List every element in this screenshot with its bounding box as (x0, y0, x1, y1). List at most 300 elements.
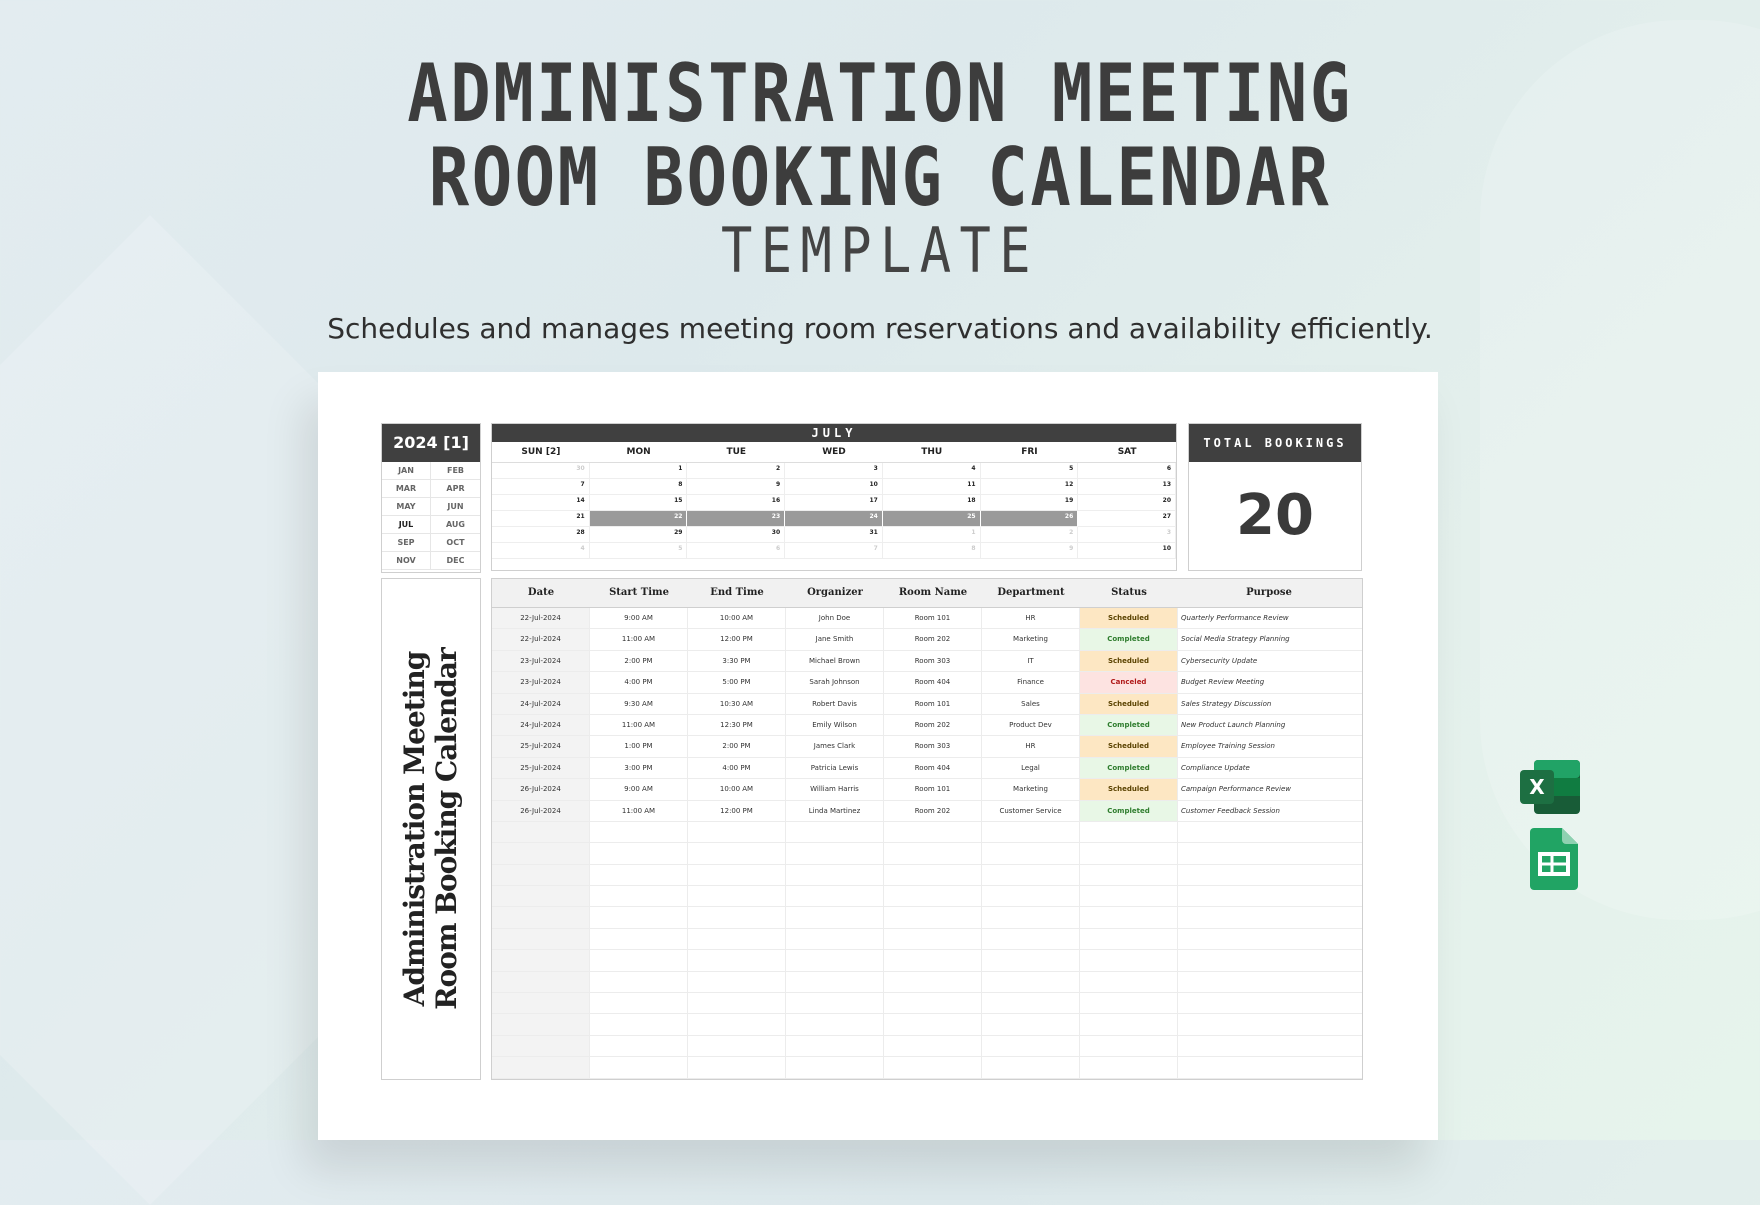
weekday-label: MON (626, 447, 651, 457)
table-cell (982, 843, 1080, 863)
table-cell: Canceled (1080, 672, 1178, 692)
table-cell (688, 822, 786, 842)
table-cell (982, 865, 1080, 885)
calendar-day[interactable]: 17 (785, 495, 883, 511)
calendar-day[interactable]: 19 (981, 495, 1079, 511)
table-cell: 5:00 PM (688, 672, 786, 692)
table-cell (1080, 907, 1178, 927)
table-cell (1178, 1014, 1360, 1034)
table-cell: Scheduled (1080, 694, 1178, 714)
table-cell (1178, 865, 1360, 885)
table-cell: Sales Strategy Discussion (1181, 699, 1272, 708)
table-cell (982, 1079, 1080, 1080)
table-cell: 24-Jul-2024 (492, 694, 590, 714)
table-cell (884, 1057, 982, 1077)
table-cell: Quarterly Performance Review (1181, 614, 1289, 622)
table-cell (1178, 1079, 1360, 1080)
calendar-day[interactable]: 7 (492, 479, 590, 495)
table-cell: Social Media Strategy Planning (1181, 635, 1290, 644)
table-cell: 23-Jul-2024 (492, 651, 590, 671)
calendar-day[interactable]: 25 (883, 511, 981, 527)
table-cell (884, 1079, 982, 1080)
table-row[interactable] (492, 629, 1362, 650)
table-cell: Cybersecurity Update (1181, 656, 1258, 665)
table-cell (688, 1057, 786, 1077)
table-cell: 12:30 PM (688, 715, 786, 735)
table-cell (982, 886, 1080, 906)
table-cell (590, 822, 688, 842)
table-cell: 11:00 AM (590, 629, 688, 649)
spreadsheet-preview (318, 372, 1438, 1140)
table-cell: Room 303 (884, 736, 982, 756)
empty-table-row[interactable] (492, 972, 1362, 993)
table-cell: 4:00 PM (688, 758, 786, 778)
column-header[interactable]: Start Time (609, 587, 669, 598)
table-cell (590, 950, 688, 970)
table-row[interactable] (492, 608, 1362, 629)
table-cell (492, 1014, 590, 1034)
table-cell (1178, 929, 1360, 949)
table-cell (982, 993, 1080, 1013)
title-line-3: TEMPLATE (720, 214, 1040, 287)
table-cell: 11:00 AM (590, 801, 688, 821)
calendar-day[interactable]: 2 (687, 463, 785, 479)
table-cell (1080, 865, 1178, 885)
table-cell (884, 907, 982, 927)
table-cell: Completed (1080, 758, 1178, 778)
table-row[interactable] (492, 694, 1362, 715)
weekday-label: SUN [2] (521, 447, 561, 457)
empty-table-row[interactable] (492, 1079, 1362, 1080)
month-item[interactable]: NOV (382, 552, 431, 570)
table-cell (786, 822, 884, 842)
calendar-month-title: JULY (492, 424, 1176, 442)
table-cell (1080, 1057, 1178, 1077)
table-cell: Completed (1080, 801, 1178, 821)
calendar-day[interactable]: 4 (492, 543, 590, 559)
table-cell: 26-Jul-2024 (492, 801, 590, 821)
table-cell: HR (982, 608, 1080, 628)
table-cell: 3:30 PM (688, 651, 786, 671)
table-cell (786, 1057, 884, 1077)
table-cell (590, 1057, 688, 1077)
empty-table-row[interactable] (492, 1057, 1362, 1078)
empty-table-row[interactable] (492, 1014, 1362, 1035)
table-cell: 25-Jul-2024 (492, 736, 590, 756)
table-cell (688, 907, 786, 927)
table-cell: Room 202 (884, 801, 982, 821)
weekday-label: TUE (726, 447, 747, 457)
calendar-days (492, 463, 1176, 559)
table-cell: 24-Jul-2024 (492, 715, 590, 735)
table-cell: 10:00 AM (688, 779, 786, 799)
table-cell: Emily Wilson (786, 715, 884, 735)
table-cell: Patricia Lewis (786, 758, 884, 778)
table-cell: Finance (982, 672, 1080, 692)
table-cell (982, 822, 1080, 842)
weekday-label: SAT (1117, 447, 1137, 457)
year-panel (381, 423, 481, 573)
table-cell (590, 843, 688, 863)
calendar-day[interactable]: 18 (883, 495, 981, 511)
table-cell: Room 202 (884, 629, 982, 649)
table-body (492, 608, 1362, 1080)
month-item[interactable]: DEC (431, 552, 480, 570)
table-cell (982, 929, 1080, 949)
table-cell: James Clark (786, 736, 884, 756)
table-cell (590, 1014, 688, 1034)
table-cell (590, 1036, 688, 1056)
table-row[interactable] (492, 651, 1362, 672)
table-cell: 22-Jul-2024 (492, 608, 590, 628)
table-cell: Room 101 (884, 779, 982, 799)
calendar-day[interactable]: 8 (590, 479, 688, 495)
table-cell (492, 865, 590, 885)
table-cell (492, 822, 590, 842)
table-cell: 12:00 PM (688, 801, 786, 821)
table-cell (492, 1079, 590, 1080)
table-cell (786, 972, 884, 992)
table-cell: Completed (1080, 715, 1178, 735)
table-cell (884, 993, 982, 1013)
table-cell (1080, 993, 1178, 1013)
table-cell: Budget Review Meeting (1181, 678, 1265, 687)
table-cell (688, 865, 786, 885)
table-cell: 11:00 AM (590, 715, 688, 735)
calendar-day[interactable]: 4 (883, 463, 981, 479)
calendar-day[interactable]: 29 (590, 527, 688, 543)
empty-table-row[interactable] (492, 886, 1362, 907)
total-bookings-value: 20 (1236, 483, 1314, 548)
table-cell (1178, 843, 1360, 863)
weekday-label: FRI (1021, 447, 1038, 457)
calendar-day[interactable]: 16 (687, 495, 785, 511)
table-cell (1080, 972, 1178, 992)
calendar-day[interactable]: 9 (687, 479, 785, 495)
column-header[interactable]: Date (527, 587, 555, 598)
table-cell (492, 950, 590, 970)
table-cell (786, 907, 884, 927)
empty-table-row[interactable] (492, 993, 1362, 1014)
table-cell: Room 404 (884, 758, 982, 778)
table-cell (786, 865, 884, 885)
table-cell (492, 993, 590, 1013)
calendar-day[interactable]: 31 (785, 527, 883, 543)
column-header[interactable]: End Time (710, 587, 764, 598)
table-cell (590, 865, 688, 885)
calendar-day[interactable]: 1 (590, 463, 688, 479)
table-cell (492, 972, 590, 992)
calendar-day[interactable]: 6 (687, 543, 785, 559)
table-cell (688, 886, 786, 906)
total-bookings-label: TOTAL BOOKINGS (1189, 424, 1361, 462)
table-header (492, 579, 1362, 608)
month-item[interactable]: SEP (382, 534, 431, 552)
table-cell (688, 1079, 786, 1080)
table-cell: 26-Jul-2024 (492, 779, 590, 799)
table-cell: 1:00 PM (590, 736, 688, 756)
total-bookings-panel (1188, 423, 1362, 571)
calendar-day[interactable]: 5 (590, 543, 688, 559)
table-cell (492, 907, 590, 927)
table-cell (884, 886, 982, 906)
table-cell (1080, 950, 1178, 970)
empty-table-row[interactable] (492, 843, 1362, 864)
table-cell: Room 101 (884, 608, 982, 628)
table-cell: 9:30 AM (590, 694, 688, 714)
table-cell: Scheduled (1080, 651, 1178, 671)
sidebar-title-line-1: Administration Meeting (398, 651, 431, 1007)
sidebar-title-panel (381, 578, 481, 1080)
table-cell: 12:00 PM (688, 629, 786, 649)
calendar-day[interactable]: 14 (492, 495, 590, 511)
table-cell: Robert Davis (786, 694, 884, 714)
table-cell (688, 929, 786, 949)
calendar-day[interactable]: 26 (981, 511, 1079, 527)
table-cell: 10:30 AM (688, 694, 786, 714)
sidebar-vertical-title (399, 619, 463, 1039)
table-cell (492, 1036, 590, 1056)
empty-table-row[interactable] (492, 929, 1362, 950)
table-cell (688, 843, 786, 863)
calendar-day[interactable]: 22 (590, 511, 688, 527)
table-cell: Legal (982, 758, 1080, 778)
table-cell: Product Dev (982, 715, 1080, 735)
table-cell (590, 929, 688, 949)
month-item[interactable]: OCT (431, 534, 480, 552)
table-cell (688, 972, 786, 992)
table-cell (982, 972, 1080, 992)
table-cell (688, 1014, 786, 1034)
table-cell (1080, 1079, 1178, 1080)
table-cell: Linda Martinez (786, 801, 884, 821)
table-cell: IT (982, 651, 1080, 671)
table-cell (1178, 886, 1360, 906)
table-cell (1080, 1036, 1178, 1056)
table-cell (786, 886, 884, 906)
table-cell (884, 929, 982, 949)
month-item[interactable]: AUG (431, 516, 480, 534)
calendar-day[interactable]: 7 (785, 543, 883, 559)
table-cell (884, 843, 982, 863)
table-cell: Scheduled (1080, 608, 1178, 628)
month-item[interactable]: JAN (382, 462, 431, 480)
table-cell (590, 972, 688, 992)
month-item[interactable]: MAR (382, 480, 431, 498)
calendar-day[interactable]: 10 (785, 479, 883, 495)
calendar-day[interactable]: 6 (1078, 463, 1176, 479)
table-cell (884, 865, 982, 885)
table-cell: 4:00 PM (590, 672, 688, 692)
calendar-day[interactable]: 11 (883, 479, 981, 495)
table-cell (982, 1057, 1080, 1077)
calendar-day[interactable]: 12 (981, 479, 1079, 495)
table-cell (688, 1036, 786, 1056)
month-item[interactable]: FEB (431, 462, 480, 480)
month-grid (382, 462, 480, 570)
weekday-label: THU (921, 447, 943, 457)
table-cell: Completed (1080, 629, 1178, 649)
calendar-day[interactable]: 27 (1078, 511, 1176, 527)
table-cell: 22-Jul-2024 (492, 629, 590, 649)
table-cell (1080, 843, 1178, 863)
table-cell (1080, 929, 1178, 949)
table-cell (590, 1079, 688, 1080)
calendar-day[interactable]: 2 (981, 527, 1079, 543)
calendar-day[interactable]: 15 (590, 495, 688, 511)
table-cell (982, 950, 1080, 970)
table-cell (590, 886, 688, 906)
table-cell (688, 950, 786, 970)
table-cell (884, 1014, 982, 1034)
table-cell: 2:00 PM (688, 736, 786, 756)
table-cell (492, 843, 590, 863)
weekday-label: WED (822, 447, 846, 457)
column-header[interactable]: Purpose (1246, 587, 1292, 598)
table-cell (492, 1057, 590, 1077)
table-cell (1178, 1036, 1360, 1056)
table-cell (1178, 822, 1360, 842)
calendar-day[interactable]: 9 (981, 543, 1079, 559)
bookings-table (491, 578, 1363, 1080)
table-cell: 3:00 PM (590, 758, 688, 778)
table-cell (1178, 950, 1360, 970)
table-cell: Sarah Johnson (786, 672, 884, 692)
table-row[interactable] (492, 736, 1362, 757)
table-cell: John Doe (786, 608, 884, 628)
table-cell: Marketing (982, 779, 1080, 799)
calendar-day[interactable]: 1 (883, 527, 981, 543)
table-cell: Scheduled (1080, 779, 1178, 799)
table-cell: Marketing (982, 629, 1080, 649)
calendar-day[interactable]: 3 (785, 463, 883, 479)
calendar-day[interactable]: 23 (687, 511, 785, 527)
month-item[interactable]: JUN (431, 498, 480, 516)
empty-table-row[interactable] (492, 950, 1362, 971)
table-cell (884, 1036, 982, 1056)
table-cell (1178, 972, 1360, 992)
table-cell (982, 1014, 1080, 1034)
table-cell (1178, 993, 1360, 1013)
table-cell (1080, 1014, 1178, 1034)
table-cell (1080, 822, 1178, 842)
empty-table-row[interactable] (492, 1036, 1362, 1057)
table-cell (1178, 907, 1360, 927)
table-cell: 25-Jul-2024 (492, 758, 590, 778)
month-calendar (491, 423, 1177, 571)
month-item[interactable]: MAY (382, 498, 431, 516)
calendar-day[interactable]: 24 (785, 511, 883, 527)
table-row[interactable] (492, 801, 1362, 822)
title-line-2: ROOM BOOKING CALENDAR (428, 131, 1332, 224)
calendar-day[interactable]: 5 (981, 463, 1079, 479)
column-header[interactable]: Status (1111, 587, 1147, 598)
table-cell: William Harris (786, 779, 884, 799)
weekday-header (492, 442, 1176, 463)
year-label[interactable]: 2024 [1] (382, 424, 480, 462)
empty-table-row[interactable] (492, 907, 1362, 928)
table-cell (884, 822, 982, 842)
table-cell (982, 1036, 1080, 1056)
calendar-day[interactable]: 28 (492, 527, 590, 543)
table-cell: New Product Launch Planning (1181, 720, 1286, 729)
column-header[interactable]: Department (997, 587, 1065, 598)
table-cell (786, 950, 884, 970)
table-cell: Sales (982, 694, 1080, 714)
table-row[interactable] (492, 779, 1362, 800)
table-cell: Scheduled (1080, 736, 1178, 756)
table-cell: Jane Smith (786, 629, 884, 649)
table-cell: Michael Brown (786, 651, 884, 671)
table-row[interactable] (492, 672, 1362, 693)
table-cell: Room 404 (884, 672, 982, 692)
table-cell (884, 950, 982, 970)
table-cell (982, 907, 1080, 927)
table-row[interactable] (492, 758, 1362, 779)
table-cell: 23-Jul-2024 (492, 672, 590, 692)
table-cell (492, 886, 590, 906)
column-header[interactable]: Room Name (898, 587, 968, 598)
table-cell (1178, 1057, 1360, 1077)
table-cell (884, 972, 982, 992)
subtitle: Schedules and manages meeting room reservations and availability efficiently. (327, 312, 1433, 345)
calendar-day[interactable]: 30 (687, 527, 785, 543)
table-cell: HR (982, 736, 1080, 756)
table-cell: 2:00 PM (590, 651, 688, 671)
empty-table-row[interactable] (492, 822, 1362, 843)
sidebar-title-line-2: Room Booking Calendar (430, 648, 463, 1010)
table-cell: Customer Feedback Session (1181, 806, 1280, 815)
empty-table-row[interactable] (492, 865, 1362, 886)
calendar-day[interactable]: 21 (492, 511, 590, 527)
table-cell (590, 907, 688, 927)
excel-icon[interactable] (1520, 760, 1580, 814)
calendar-day[interactable]: 3 (1078, 527, 1176, 543)
table-cell: Room 202 (884, 715, 982, 735)
excel-icon-letter: X (1529, 775, 1545, 799)
table-cell: Room 303 (884, 651, 982, 671)
table-cell: Campaign Performance Review (1181, 785, 1292, 794)
title-line-1: ADMINISTRATION MEETING (407, 47, 1353, 140)
table-row[interactable] (492, 715, 1362, 736)
table-cell (786, 843, 884, 863)
google-sheets-icon[interactable] (1530, 828, 1578, 890)
table-cell: 9:00 AM (590, 608, 688, 628)
calendar-day[interactable]: 8 (883, 543, 981, 559)
table-cell (786, 1079, 884, 1080)
table-cell: Room 101 (884, 694, 982, 714)
table-cell: Employee Training Session (1181, 742, 1275, 751)
table-cell (786, 929, 884, 949)
table-cell (688, 993, 786, 1013)
table-cell (786, 1014, 884, 1034)
table-cell: Customer Service (982, 801, 1080, 821)
table-cell (590, 993, 688, 1013)
table-cell: 10:00 AM (688, 608, 786, 628)
calendar-day[interactable]: 30 (492, 463, 590, 479)
calendar-day[interactable]: 10 (1078, 543, 1176, 559)
calendar-day[interactable]: 20 (1078, 495, 1176, 511)
table-cell (786, 993, 884, 1013)
month-item[interactable]: APR (431, 480, 480, 498)
column-header[interactable]: Organizer (807, 587, 863, 598)
table-cell (1080, 886, 1178, 906)
calendar-day[interactable]: 13 (1078, 479, 1176, 495)
table-cell (786, 1036, 884, 1056)
month-item[interactable]: JUL (382, 516, 431, 534)
table-cell: 9:00 AM (590, 779, 688, 799)
table-cell (492, 929, 590, 949)
